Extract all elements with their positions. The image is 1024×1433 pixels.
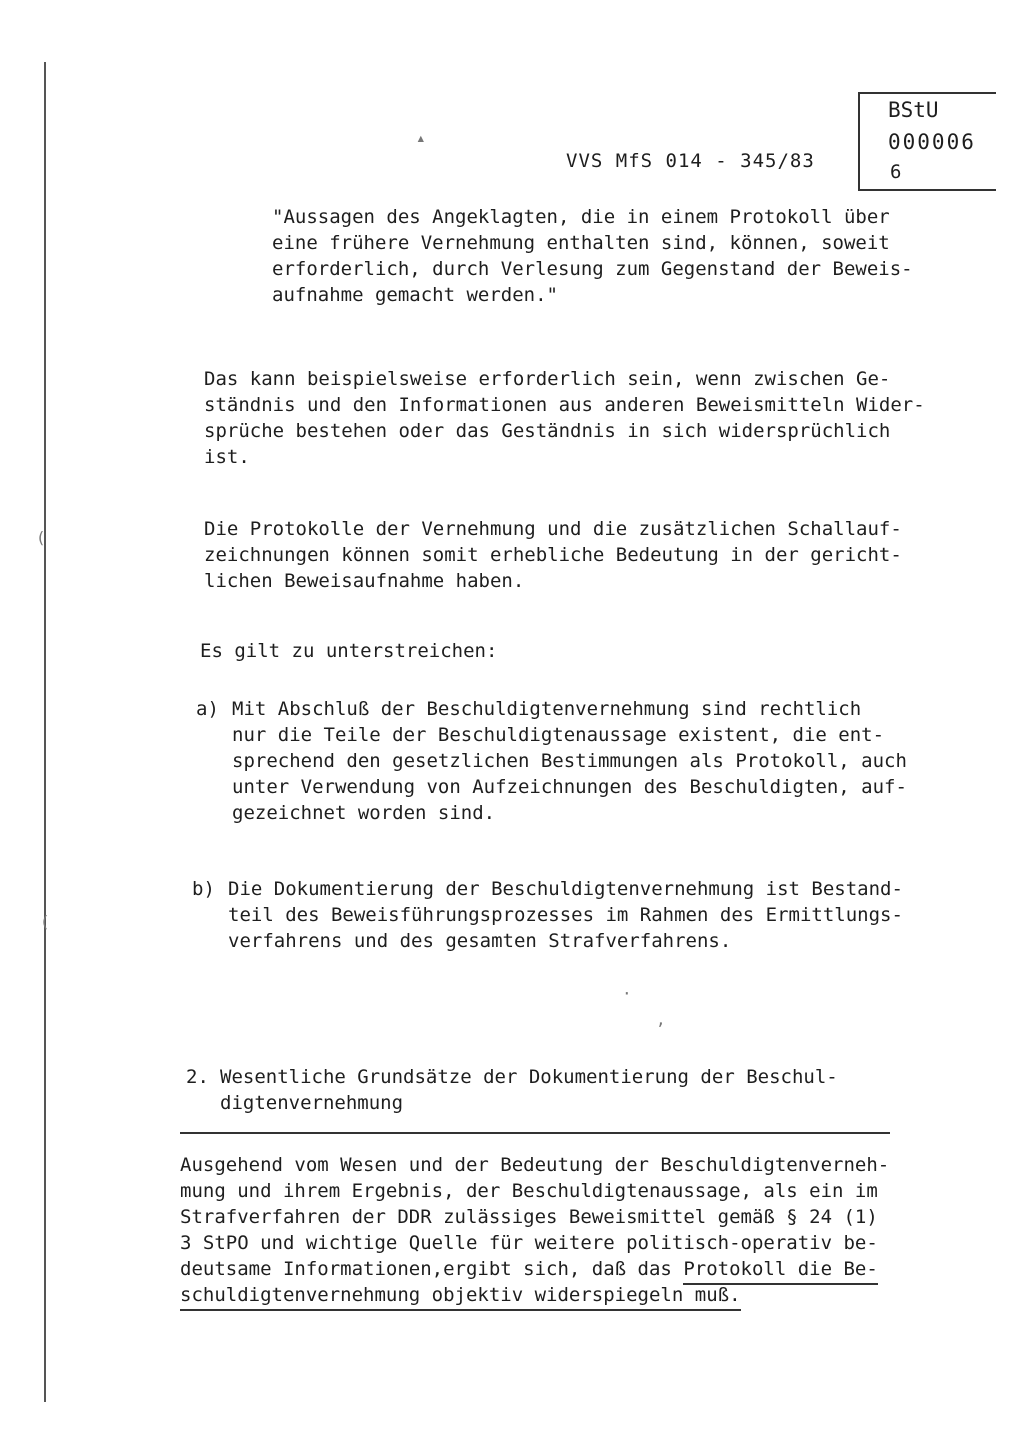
margin-mark: · [622, 984, 632, 1003]
underlined-text: schuldigtenvernehmung objektiv widerspiegeln muß. [180, 1282, 741, 1311]
section-heading [220, 1064, 838, 1116]
text-line: lichen Beweisaufnahme haben. [204, 570, 525, 592]
section-title-line-1: Wesentliche Grundsätze der Dokumentierung der Beschul- [220, 1066, 838, 1088]
text-line: Ausgehend vom Wesen und der Bedeutung der Beschuldigtenverneh- [180, 1154, 890, 1176]
margin-mark: ( [36, 528, 46, 547]
list-item-a-marker: a) [196, 698, 219, 720]
text-line: zeichnungen können somit erhebliche Bedeutung in der gericht- [204, 544, 902, 566]
section-underline [180, 1132, 890, 1134]
stamp-number: 000006 [888, 130, 976, 154]
paragraph-1 [204, 366, 925, 470]
margin-mark: ▴ [416, 128, 426, 147]
text-line: unter Verwendung von Aufzeichnungen des Beschuldigten, auf- [232, 776, 907, 798]
text-line: teil des Beweisführungsprozesses im Rahmen des Ermittlungs- [228, 904, 903, 926]
text-line: "Aussagen des Angeklagten, die in einem Protokoll über [272, 206, 890, 228]
text-line: Es gilt zu unterstreichen: [200, 640, 498, 662]
text-line: ständnis und den Informationen aus anderen Beweismitteln Wider- [204, 394, 925, 416]
text-line: mung und ihrem Ergebnis, der Beschuldigtenaussage, als ein im [180, 1180, 878, 1202]
stamp-page-number: 6 [890, 161, 902, 183]
text-line: ist. [204, 446, 250, 468]
archive-stamp [858, 92, 996, 191]
text-line [180, 1282, 889, 1308]
margin-mark: , [656, 1010, 666, 1029]
paragraph-2 [204, 516, 902, 594]
text-line: sprechend den gesetzlichen Bestimmungen als Protokoll, auch [232, 750, 907, 772]
text-line [180, 1256, 889, 1282]
text-line: Strafverfahren der DDR zulässiges Beweismittel gemäß § 24 (1) [180, 1206, 878, 1228]
text-line: nur die Teile der Beschuldigtenaussage existent, die ent- [232, 724, 885, 746]
text-line: aufnahme gemacht werden." [272, 284, 558, 306]
paragraph-4 [180, 1152, 889, 1308]
underlined-text: Protokoll die Be- [683, 1256, 877, 1285]
list-item-b-marker: b) [192, 878, 215, 900]
left-margin-rule [44, 62, 46, 1402]
paragraph-3 [200, 638, 497, 664]
section-number: 2. [186, 1066, 209, 1088]
text-line: Die Dokumentierung der Beschuldigtenvernehmung ist Bestand- [228, 878, 903, 900]
text-line: Das kann beispielsweise erforderlich sein, wenn zwischen Ge- [204, 368, 891, 390]
quote-block [272, 204, 913, 308]
margin-mark: ( [40, 912, 50, 931]
document-reference: VVS MfS 014 - 345/83 [566, 150, 815, 172]
text-line: Mit Abschluß der Beschuldigtenvernehmung sind rechtlich [232, 698, 862, 720]
text-line: sprüche bestehen oder das Geständnis in sich widersprüchlich [204, 420, 891, 442]
list-item-b [228, 876, 903, 954]
text-line: eine frühere Vernehmung enthalten sind, können, soweit [272, 232, 890, 254]
text-line: 3 StPO und wichtige Quelle für weitere politisch-operativ be- [180, 1232, 878, 1254]
text-segment: deutsame Informationen,ergibt sich, daß das [180, 1258, 684, 1280]
text-line: erforderlich, durch Verlesung zum Gegenstand der Beweis- [272, 258, 913, 280]
stamp-archive: BStU [888, 98, 939, 122]
list-item-a [232, 696, 907, 826]
section-title-line-2: digtenvernehmung [220, 1092, 404, 1114]
text-line: verfahrens und des gesamten Strafverfahrens. [228, 930, 732, 952]
text-line: Die Protokolle der Vernehmung und die zusätzlichen Schallauf- [204, 518, 902, 540]
text-line: gezeichnet worden sind. [232, 802, 496, 824]
